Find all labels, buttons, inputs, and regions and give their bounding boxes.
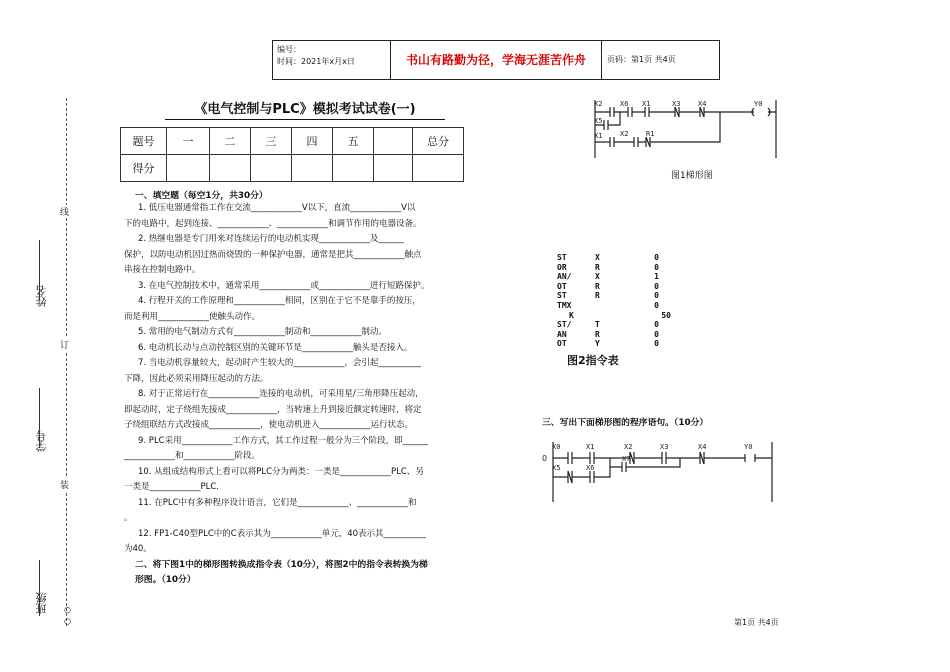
figure2-instruction-list xyxy=(557,253,671,349)
instruction-operand xyxy=(607,311,637,321)
instruction-number: 0 xyxy=(654,339,659,349)
instruction-op: OR xyxy=(557,262,567,272)
ladder-label: X6 xyxy=(586,464,595,472)
score-entry xyxy=(374,155,413,182)
instruction-op: AN xyxy=(557,329,567,339)
instruction-row xyxy=(557,301,671,311)
document-header xyxy=(272,40,720,80)
ladder-label: X2 xyxy=(620,130,629,138)
instruction-number: 0 xyxy=(654,281,659,291)
question-line: 12. FP1-C40型PLC中的C表示其为____________单元，40表示其__________ xyxy=(138,528,427,539)
question-line: 2. 热继电器是专门用来对连续运行的电动机实现____________及______ xyxy=(138,234,404,244)
instruction-number: 0 xyxy=(654,291,659,301)
section3-title: 三、写出下面梯形图的程序语句。（10分） xyxy=(542,418,709,428)
score-entry xyxy=(210,155,251,182)
instruction-row xyxy=(557,263,671,273)
table-cell: 四 xyxy=(292,128,333,155)
ladder-label: X1 xyxy=(586,443,595,451)
question-line: 为40。 xyxy=(124,544,152,554)
instruction-op: OT xyxy=(557,339,567,349)
question-line: 而是利用____________使触头动作。 xyxy=(124,311,261,322)
question-line: 即起动时，定子绕组先接成____________，当转速上升到接近额定转速时，将定 xyxy=(124,404,422,415)
ladder-label: X3 xyxy=(660,443,669,451)
ladder-label: X3 xyxy=(672,100,681,108)
instruction-number: 50 xyxy=(661,310,671,320)
ladder-label: 0 xyxy=(542,454,548,463)
question-line: ____________和____________阶段。 xyxy=(124,451,261,461)
question-line: 9. PLC采用____________工作方式，其工作过程一般分为三个阶段，即______ xyxy=(138,435,429,446)
section2-title: 二、将下图1中的梯形图转换成指令表（10分），将图2中的指令表转换为梯 形图。（10分） xyxy=(135,560,428,585)
header-info xyxy=(273,41,391,79)
question-line: 下的电路中，起到连接、____________、____________和调节作用的电器设备。 xyxy=(124,218,422,229)
score-entry xyxy=(251,155,292,182)
binding-holes: ○ ○ xyxy=(63,606,72,627)
id-field xyxy=(39,388,40,448)
ladder-label: X0 xyxy=(552,443,561,451)
question-line: 串接在控制电路中。 xyxy=(124,265,201,275)
table-cell: 总分 xyxy=(413,128,464,155)
instruction-row xyxy=(557,253,671,263)
code-label: 编号： xyxy=(277,45,301,54)
instruction-number: 0 xyxy=(654,329,659,339)
ladder-label: X2 xyxy=(594,100,603,108)
question-line: 一类是____________PLC. xyxy=(124,482,219,492)
id-label: 学号 xyxy=(35,430,48,452)
instruction-operand: X xyxy=(595,272,600,282)
instruction-operand: R xyxy=(595,281,600,291)
instruction-op: TMX xyxy=(557,300,572,310)
exam-title: 《电气控制与PLC》模拟考试试卷(一) xyxy=(150,98,460,120)
question-line: 1. 低压电器通常指工作在交流____________V以下，直流____________V以 xyxy=(138,203,416,213)
instruction-operand: R xyxy=(595,291,600,301)
figure1-ladder xyxy=(590,98,790,162)
instruction-number: 0 xyxy=(654,320,659,330)
ladder-label: X7 xyxy=(622,455,631,463)
table-cell: 题号 xyxy=(121,128,167,155)
instruction-row xyxy=(557,311,671,321)
header-page-label: 页码：第1页 共4页 xyxy=(607,55,676,64)
question-line: 8. 对于正常运行在____________连接的电动机，可采用星/三角形降压起动， xyxy=(138,389,424,399)
ladder-label: X6 xyxy=(620,100,629,108)
ladder-label: X4 xyxy=(698,100,707,108)
question-line: 3. 在电气控制技术中，通常采用____________或____________进行短路保护。 xyxy=(138,280,430,291)
instruction-number: 0 xyxy=(654,253,659,262)
ladder-label: Y0 xyxy=(744,443,753,451)
table-cell: 三 xyxy=(251,128,292,155)
instruction-row xyxy=(557,272,671,282)
ladder-label: X5 xyxy=(552,464,561,472)
name-field xyxy=(39,240,40,300)
binding-line xyxy=(66,98,67,626)
table-cell: 得分 xyxy=(121,155,167,182)
instruction-op: OT xyxy=(557,281,567,291)
instruction-op: ST xyxy=(557,291,567,301)
question-line: 11. 在PLC中有多种程序设计语言，它们是____________、____________和 xyxy=(138,497,417,508)
score-entry xyxy=(292,155,333,182)
instruction-op: ST xyxy=(557,253,567,262)
question-line: 10. 从组成结构形式上看可以将PLC分为两类：一类是____________PLC、另 xyxy=(138,466,424,477)
instruction-row xyxy=(557,320,671,330)
instruction-operand: X xyxy=(595,253,600,262)
question-line: 5. 常用的电气制动方式有____________制动和____________制动。 xyxy=(138,327,387,337)
instruction-operand: R xyxy=(595,329,600,339)
instruction-row xyxy=(557,330,671,340)
score-entry xyxy=(333,155,374,182)
header-motto: 书山有路勤为径，学海无涯苦作舟 xyxy=(391,41,602,79)
ladder-label: X2 xyxy=(624,443,633,451)
question-line: 子绕组联结方式改接成____________，使电动机进入____________运行状态。 xyxy=(124,420,414,430)
table-cell: 一 xyxy=(167,128,210,155)
footer-page-label: 第1页 共4页 xyxy=(734,618,779,627)
instruction-row xyxy=(557,282,671,292)
class-label: 班级 xyxy=(35,592,48,614)
score-table-header-row xyxy=(121,128,464,155)
table-cell: 五 xyxy=(333,128,374,155)
instruction-operand xyxy=(595,301,625,311)
section1-title: 一、填空题（每空1分，共30分） xyxy=(135,191,268,201)
instruction-row xyxy=(557,291,671,301)
ladder-label: X1 xyxy=(642,100,651,108)
time-label: 时间：2021年x月x日 xyxy=(277,57,355,66)
ladder-label: R1 xyxy=(646,130,655,138)
instruction-number: 1 xyxy=(654,272,659,282)
table-cell xyxy=(374,128,413,155)
question-line: 7. 当电动机容量较大，起动时产生较大的____________，会引起__________ xyxy=(138,358,421,368)
score-entry xyxy=(167,155,210,182)
cut-mark-xian: 线 xyxy=(60,205,69,218)
score-table-score-row xyxy=(121,155,464,182)
question-line: 。 xyxy=(124,513,133,523)
figure2-caption: 图2指令表 xyxy=(567,354,619,367)
ladder-label: X1 xyxy=(594,132,603,140)
cut-mark-zhuang: 装 xyxy=(60,478,69,491)
instruction-op: K xyxy=(569,310,574,320)
instruction-op: AN/ xyxy=(557,272,572,282)
figure1-caption: 图1梯形图 xyxy=(671,171,713,181)
question-line: 保护，以防电动机因过热而烧毁的一种保护电器，通常是把其____________触点 xyxy=(124,249,422,260)
score-table xyxy=(120,127,464,182)
instruction-operand: Y xyxy=(595,339,600,349)
question-line: 6. 电动机长动与点动控制区别的关键环节是____________触头是否接入。 xyxy=(138,342,413,353)
class-field xyxy=(39,560,40,616)
instruction-number: 0 xyxy=(654,262,659,272)
instruction-number: 0 xyxy=(654,300,659,310)
instruction-op: ST/ xyxy=(557,320,572,330)
instruction-operand: R xyxy=(595,262,600,272)
section1-questions xyxy=(124,201,474,558)
question-line: 下降，因此必须采用降压起动的方法。 xyxy=(124,373,269,384)
ladder-label: Y0 xyxy=(754,100,763,108)
table-cell: 二 xyxy=(210,128,251,155)
figure3-ladder xyxy=(540,440,785,506)
question-line: 4. 行程开关的工作原理和____________相同，区别在于它不是靠手的按压， xyxy=(138,296,421,306)
instruction-operand: T xyxy=(595,320,600,330)
instruction-row xyxy=(557,339,671,349)
ladder-label: X4 xyxy=(698,443,707,451)
name-label: 姓名 xyxy=(35,285,48,307)
ladder-label: X5 xyxy=(594,117,603,125)
score-entry xyxy=(413,155,464,182)
cut-mark-ding: 订 xyxy=(60,338,69,351)
